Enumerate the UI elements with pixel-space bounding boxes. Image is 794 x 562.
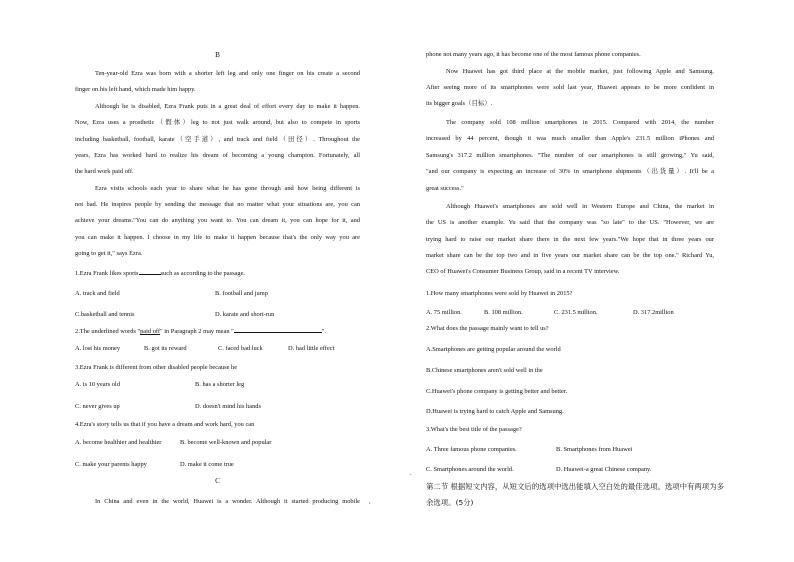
option-d[interactable]: D. doesn't mind his hands	[195, 403, 261, 410]
passage-c-line: its bigger goals（目标）.	[426, 100, 493, 107]
option-d[interactable]: D. make it come true	[180, 461, 234, 468]
option-a[interactable]: A. lost his money	[75, 345, 121, 352]
passage-c-line: The company sold 108 million smartphones in 2015. Compared with 2014, the number	[446, 119, 714, 126]
passage-b-line: not bad. He inspires people by sending the message that no matter what your situations are, you can	[75, 201, 360, 208]
passage-b-line: Although he is disabled, Ezra Frank puts in a great deal of effort every day to make it happen.	[95, 103, 360, 110]
passage-b-line: the hard work paid off.	[75, 168, 134, 175]
option-b[interactable]: B. football and jump	[215, 290, 268, 297]
option-c[interactable]: C. never gives up	[75, 403, 120, 410]
section-2-instructions: 余选项。(5分)	[426, 498, 474, 507]
passage-b-line: Ezra visits schools each year to share what he has gone through and how being different is	[95, 185, 360, 192]
option-c[interactable]: C.basketball and tennis	[75, 311, 135, 318]
question-3-stem: 3.What's the best title of the passage?	[426, 426, 522, 433]
passage-b-line: finger on his left hand, which made him happy.	[75, 86, 196, 93]
passage-c-line: market share can be the top two and in five years our market share can be the top one." Richard Yu,	[426, 252, 714, 259]
section-2-instructions: 第二节 根据短文内容，从短文后的选项中选出能填入空白处的最佳选项。选项中有两项为多	[426, 482, 724, 491]
passage-b-line: achieve your dreams."You can do anything you want to. You can dream it, you can hope for it, and	[75, 217, 360, 224]
question-2-stem: 2.What does the passage mainly want to tell us?	[426, 325, 549, 332]
question-1-stem-before: 1.Ezra Frank likes sports	[75, 270, 139, 277]
option-d[interactable]: D. Huawei-a great Chinese company.	[556, 466, 652, 473]
question-1-stem-after: such as according to the passage.	[160, 270, 246, 277]
passage-c-line: In China and even in the world, Huawei is a wonder. Although it started producing mobile	[95, 498, 360, 505]
option-a[interactable]: A. become healthier and healthier	[75, 439, 162, 446]
question-3-stem: 3.Ezra Frank is different from other disabled people because he	[75, 364, 238, 371]
answer-blank[interactable]	[234, 332, 322, 333]
option-c[interactable]: C. 231.5 million.	[554, 309, 598, 316]
passage-c-line: trying hard to raise our market share there in the next few years."We hope that in three years our	[426, 236, 714, 243]
option-b[interactable]: B. got its reward	[144, 345, 187, 352]
option-d[interactable]: D. karate and short-run	[215, 311, 275, 318]
question-2-stem	[75, 328, 326, 336]
passage-b-line: going to get it," says Ezra.	[75, 250, 143, 257]
underlined-phrase: paid off	[140, 328, 161, 335]
option-b[interactable]: B. 108 million.	[484, 309, 523, 316]
passage-c-line: phone not many years ago, it has become one of the most famous phone companies.	[426, 51, 641, 58]
passage-c-line: "and our company is expecting an increase of 30% in smartphone shipments（出货量）. It'll be a	[426, 168, 714, 175]
option-d[interactable]: D. had little effect	[288, 345, 335, 352]
question-1-stem	[75, 270, 245, 278]
option-d[interactable]: D.Huawei is trying hard to catch Apple and Samsung.	[426, 408, 564, 415]
answer-blank[interactable]	[139, 274, 161, 275]
passage-c-line: Samsung's 317.2 million smartphones. "The number of our smartphones is still growing," Yu said,	[426, 152, 714, 159]
option-b[interactable]: B. has a shorter leg	[195, 381, 245, 388]
option-b[interactable]: B. Smartphones from Huawei	[556, 446, 633, 453]
passage-c-line: great success."	[426, 185, 464, 192]
question-2-stem-after: ".	[321, 328, 326, 335]
option-c[interactable]: C.Huawei's phone company is getting better and better.	[426, 388, 568, 395]
passage-b-line: years, Ezra has worked hard to realize his dream of becoming a young champion. Fortunately, all	[75, 152, 360, 159]
option-d[interactable]: D. 317.2million	[633, 309, 674, 316]
stray-mark: ,	[369, 498, 371, 505]
option-a[interactable]: A. 75 million.	[426, 309, 462, 316]
passage-c-line: Although Huawei's smartphones are sold well in Western Europe and China, the market in	[446, 203, 714, 210]
passage-c-line: CEO of Huawei's Consumer Business Group, said in a recent TV interview.	[426, 268, 620, 275]
section-c-title: C	[215, 477, 220, 485]
option-a[interactable]: A. Three famous phone companies.	[426, 446, 517, 453]
option-b[interactable]: B. become well-known and popular	[180, 439, 272, 446]
passage-c-line: After seeing more of its smartphones were sold last year, Huawei appears to be more confident in	[426, 84, 714, 91]
passage-b-line: Ten-year-old Ezra was born with a shorter left leg and only one finger on his create a second	[95, 70, 360, 77]
option-a[interactable]: A. track and field	[75, 290, 120, 297]
passage-b-line: including basketball, football, karate（空手道）, and track and field（田径）. Throughout the	[75, 136, 360, 143]
question-2-stem-before: 2.The underlined words "	[75, 328, 141, 335]
passage-b-line: you can make it happen. I choose in my life to make it happen because that's the only way you are	[75, 234, 360, 241]
question-2-stem-middle: " in Paragraph 2 may mean "	[160, 328, 234, 335]
option-a[interactable]: A. is 10 years old	[75, 381, 120, 388]
option-c[interactable]: C. make your parents happy	[75, 461, 147, 468]
option-a[interactable]: A.Smartphones are getting popular around the world	[426, 346, 561, 353]
option-c[interactable]: C. faced bad luck	[218, 345, 263, 352]
passage-c-line: increased by 44 percent, though it was much smaller than Apple's 231.5 million iPhones and	[426, 135, 714, 142]
question-1-stem: 1.How many smartphones were sold by Huawei in 2015?	[426, 290, 573, 297]
section-b-title: B	[215, 51, 220, 59]
passage-b-line: Now, Ezra uses a prosthetic（假体）leg to not just walk around, but also to compete in sports	[75, 119, 360, 126]
option-c[interactable]: C. Smartphones around the world.	[426, 466, 514, 473]
passage-c-line: Now Huawei has got third place at the mobile market, just following Apple and Samsung.	[446, 68, 714, 75]
stray-mark: .	[410, 470, 412, 477]
option-b[interactable]: B.Chinese smartphones aren't sold well in the	[426, 367, 543, 374]
question-4-stem: 4.Ezra's story tells us that if you have a dream and work hard, you can	[75, 421, 255, 428]
passage-c-line: the US is another example. Yu said that the company was "so late" to the US. "However, we are	[426, 219, 714, 226]
